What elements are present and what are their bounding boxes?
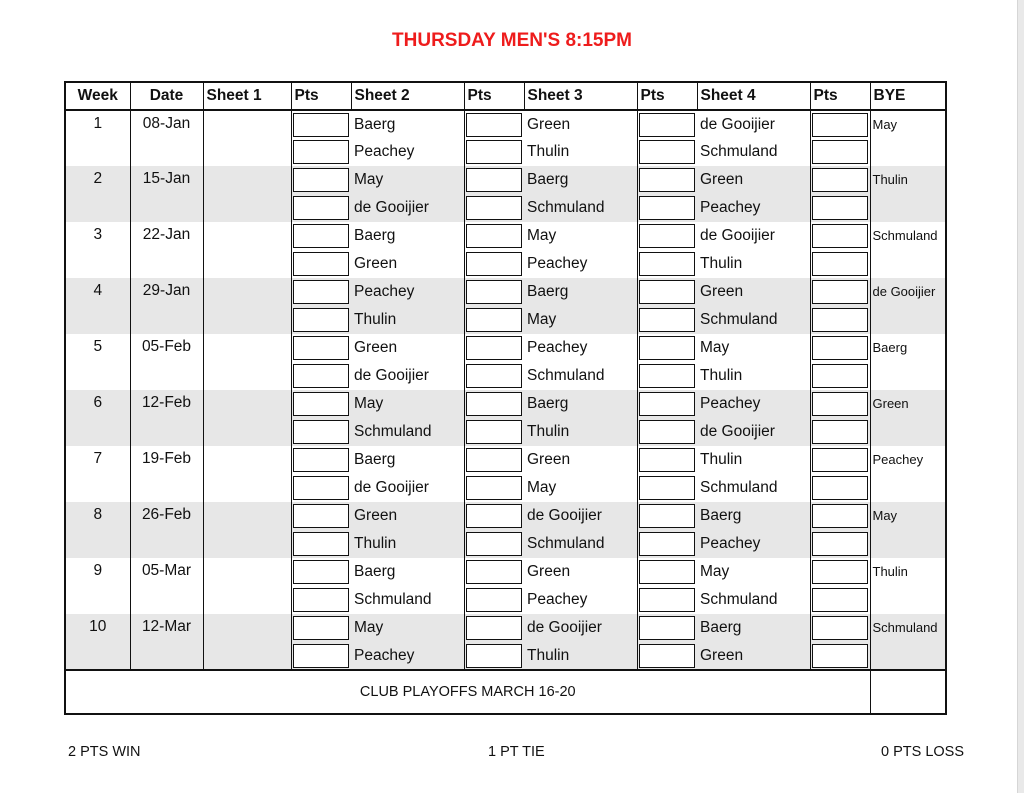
pts-cell [637,502,697,530]
sheet-3-team: Peachey [524,250,637,278]
pts-cell [464,558,524,586]
sheet-4-team: Peachey [697,390,810,418]
pts-cell [291,530,351,558]
bye-team: May [870,110,946,166]
sheet-2-team: Schmuland [351,418,464,446]
pts-cell [637,222,697,250]
pts-input-box[interactable] [639,168,696,192]
pts-cell [464,250,524,278]
sheet-1-cell [203,446,291,502]
pts-cell [810,390,870,418]
pts-cell [464,390,524,418]
sheet-4-team: Green [697,642,810,670]
pts-cell [637,166,697,194]
pts-cell [464,278,524,306]
pts-cell [810,278,870,306]
sheet-1-cell [203,222,291,278]
pts-input-box[interactable] [639,420,696,444]
sheet-2-team: Green [351,334,464,362]
pts-cell [464,614,524,642]
pts-cell [637,334,697,362]
pts-cell [291,222,351,250]
header-pts-3: Pts [637,82,697,110]
pts-input-box[interactable] [812,308,868,332]
pts-input-box[interactable] [812,280,868,304]
pts-cell [291,194,351,222]
sheet-1-cell [203,502,291,558]
pts-input-box[interactable] [466,420,523,444]
pts-input-box[interactable] [812,560,868,584]
pts-cell [810,418,870,446]
schedule-body [65,110,946,714]
pts-input-box[interactable] [812,420,868,444]
pts-input-box[interactable] [293,392,350,416]
pts-cell [810,614,870,642]
pts-cell [637,558,697,586]
pts-input-box[interactable] [293,168,350,192]
pts-cell [291,334,351,362]
pts-cell [291,362,351,390]
sheet-4-team: Thulin [697,362,810,390]
header-pts-1: Pts [291,82,351,110]
pts-input-box[interactable] [639,364,696,388]
pts-input-box[interactable] [812,168,868,192]
sheet-4-team: May [697,334,810,362]
pts-input-box[interactable] [466,588,523,612]
pts-input-box[interactable] [639,448,696,472]
pts-input-box[interactable] [466,560,523,584]
pts-cell [637,194,697,222]
pts-input-box[interactable] [639,504,696,528]
pts-cell [291,502,351,530]
sheet-2-team: Baerg [351,110,464,138]
week-number: 6 [65,390,130,446]
sheet-2-team: May [351,390,464,418]
pts-cell [637,446,697,474]
sheet-1-cell [203,558,291,614]
pts-input-box[interactable] [466,336,523,360]
pts-cell [637,530,697,558]
sheet-3-team: May [524,306,637,334]
pts-input-box[interactable] [812,504,868,528]
week-row [65,390,946,418]
pts-input-box[interactable] [812,644,868,668]
header-date: Date [130,82,203,110]
pts-cell [464,418,524,446]
page-title: THURSDAY MEN'S 8:15PM [392,30,632,51]
pts-cell [810,222,870,250]
pts-input-box[interactable] [639,616,696,640]
header-week: Week [65,82,130,110]
pts-cell [637,278,697,306]
week-date: 05-Feb [130,334,203,390]
pts-input-box[interactable] [293,252,350,276]
sheet-2-team: de Gooijier [351,474,464,502]
pts-input-box[interactable] [639,644,696,668]
pts-cell [810,558,870,586]
pts-cell [464,474,524,502]
pts-input-box[interactable] [639,224,696,248]
bye-team: de Gooijier [870,278,946,334]
sheet-2-team: May [351,614,464,642]
pts-input-box[interactable] [812,224,868,248]
pts-input-box[interactable] [293,532,350,556]
pts-cell [291,418,351,446]
sheet-3-team: Thulin [524,642,637,670]
sheet-1-cell [203,110,291,166]
header-pts-2: Pts [464,82,524,110]
pts-input-box[interactable] [639,308,696,332]
sheet-2-team: de Gooijier [351,194,464,222]
week-row [65,614,946,642]
pts-input-box[interactable] [293,308,350,332]
pts-cell [810,362,870,390]
sheet-4-team: de Gooijier [697,222,810,250]
week-number: 3 [65,222,130,278]
pts-input-box[interactable] [639,532,696,556]
sheet-2-team: Peachey [351,278,464,306]
pts-cell [637,138,697,166]
sheet-2-team: Peachey [351,642,464,670]
sheet-3-team: Peachey [524,334,637,362]
header-sheet-1: Sheet 1 [203,82,291,110]
pts-input-box[interactable] [293,113,350,137]
sheet-4-team: de Gooijier [697,110,810,138]
sheet-2-team: May [351,166,464,194]
sheet-4-team: Peachey [697,194,810,222]
pts-cell [291,586,351,614]
pts-cell [291,138,351,166]
page-edge [1017,0,1024,793]
pts-input-box[interactable] [812,616,868,640]
pts-input-box[interactable] [293,588,350,612]
week-date: 15-Jan [130,166,203,222]
pts-cell [637,250,697,278]
week-number: 5 [65,334,130,390]
header-bye: BYE [870,82,946,110]
playoffs-note: CLUB PLAYOFFS MARCH 16-20 [65,670,870,714]
sheet-3-team: Schmuland [524,530,637,558]
sheet-4-team: Thulin [697,250,810,278]
sheet-2-team: Baerg [351,222,464,250]
pts-cell [637,390,697,418]
footer-win: 2 PTS WIN [68,744,141,760]
pts-cell [464,138,524,166]
pts-input-box[interactable] [293,336,350,360]
bye-team: Schmuland [870,614,946,670]
sheet-2-team: Thulin [351,530,464,558]
footer-loss: 0 PTS LOSS [881,744,965,760]
week-date: 05-Mar [130,558,203,614]
sheet-2-team: Thulin [351,306,464,334]
sheet-4-team: Green [697,166,810,194]
week-number: 2 [65,166,130,222]
pts-input-box[interactable] [639,392,696,416]
pts-input-box[interactable] [639,476,696,500]
pts-input-box[interactable] [812,196,868,220]
sheet-3-team: Baerg [524,166,637,194]
week-date: 12-Mar [130,614,203,670]
pts-cell [291,278,351,306]
pts-cell [464,110,524,138]
pts-input-box[interactable] [466,224,523,248]
header-row [65,82,946,110]
header-sheet-4: Sheet 4 [697,82,810,110]
pts-input-box[interactable] [293,448,350,472]
pts-cell [810,530,870,558]
pts-cell [464,194,524,222]
sheet-3-team: de Gooijier [524,502,637,530]
sheet-4-team: Baerg [697,614,810,642]
pts-cell [464,306,524,334]
pts-cell [464,166,524,194]
pts-input-box[interactable] [812,364,868,388]
pts-cell [464,642,524,670]
pts-cell [810,334,870,362]
pts-cell [810,306,870,334]
pts-input-box[interactable] [812,448,868,472]
bye-team: Baerg [870,334,946,390]
header-sheet-2: Sheet 2 [351,82,464,110]
sheet-1-cell [203,390,291,446]
sheet-1-cell [203,166,291,222]
pts-cell [637,110,697,138]
pts-input-box[interactable] [639,252,696,276]
sheet-3-team: Schmuland [524,362,637,390]
sheet-3-team: Baerg [524,278,637,306]
pts-input-box[interactable] [466,308,523,332]
sheet-2-team: Schmuland [351,586,464,614]
sheet-3-team: Green [524,446,637,474]
pts-cell [464,334,524,362]
pts-cell [464,222,524,250]
pts-input-box[interactable] [812,140,868,164]
pts-input-box[interactable] [293,224,350,248]
pts-input-box[interactable] [639,336,696,360]
pts-cell [291,110,351,138]
sheet-4-team: Baerg [697,502,810,530]
pts-input-box[interactable] [639,113,696,137]
pts-cell [637,474,697,502]
bye-team: Peachey [870,446,946,502]
bye-team: Thulin [870,558,946,614]
pts-cell [291,166,351,194]
pts-input-box[interactable] [293,196,350,220]
sheet-3-team: de Gooijier [524,614,637,642]
pts-input-box[interactable] [466,196,523,220]
playoffs-bye-cell [870,670,946,714]
sheet-1-cell [203,334,291,390]
pts-input-box[interactable] [466,392,523,416]
pts-input-box[interactable] [293,140,350,164]
pts-cell [810,166,870,194]
sheet-2-team: Peachey [351,138,464,166]
week-row [65,558,946,586]
week-row [65,166,946,194]
pts-input-box[interactable] [812,392,868,416]
sheet-3-team: May [524,474,637,502]
pts-input-box[interactable] [639,560,696,584]
week-number: 7 [65,446,130,502]
week-number: 4 [65,278,130,334]
week-number: 1 [65,110,130,166]
sheet-4-team: de Gooijier [697,418,810,446]
pts-input-box[interactable] [293,420,350,444]
pts-input-box[interactable] [293,504,350,528]
sheet-3-team: Peachey [524,586,637,614]
sheet-3-team: Baerg [524,390,637,418]
pts-input-box[interactable] [466,168,523,192]
pts-cell [810,446,870,474]
week-row [65,222,946,250]
pts-input-box[interactable] [466,644,523,668]
pts-cell [291,614,351,642]
week-date: 08-Jan [130,110,203,166]
pts-input-box[interactable] [812,336,868,360]
pts-input-box[interactable] [466,140,523,164]
sheet-3-team: Green [524,110,637,138]
pts-cell [291,642,351,670]
week-date: 26-Feb [130,502,203,558]
week-date: 12-Feb [130,390,203,446]
pts-cell [291,474,351,502]
bye-team: May [870,502,946,558]
pts-cell [810,138,870,166]
pts-input-box[interactable] [293,616,350,640]
bye-team: Schmuland [870,222,946,278]
pts-input-box[interactable] [293,364,350,388]
week-row [65,446,946,474]
pts-input-box[interactable] [639,280,696,304]
pts-input-box[interactable] [466,280,523,304]
week-date: 29-Jan [130,278,203,334]
pts-input-box[interactable] [466,616,523,640]
pts-input-box[interactable] [293,644,350,668]
sheet-3-team: Schmuland [524,194,637,222]
week-row [65,334,946,362]
footer-tie: 1 PT TIE [488,744,545,760]
week-number: 9 [65,558,130,614]
sheet-4-team: Schmuland [697,474,810,502]
pts-cell [810,194,870,222]
pts-cell [464,502,524,530]
sheet-4-team: Schmuland [697,586,810,614]
pts-cell [291,250,351,278]
sheet-2-team: Baerg [351,558,464,586]
pts-input-box[interactable] [466,364,523,388]
pts-cell [464,446,524,474]
pts-input-box[interactable] [812,113,868,137]
sheet-3-team: May [524,222,637,250]
bye-team: Green [870,390,946,446]
week-row [65,502,946,530]
pts-input-box[interactable] [293,280,350,304]
pts-input-box[interactable] [812,532,868,556]
pts-cell [810,474,870,502]
pts-cell [637,586,697,614]
week-row [65,278,946,306]
pts-cell [637,642,697,670]
sheet-4-team: Thulin [697,446,810,474]
pts-cell [464,530,524,558]
week-row [65,110,946,138]
pts-cell [637,614,697,642]
playoffs-row [65,670,946,714]
week-number: 10 [65,614,130,670]
pts-cell [291,558,351,586]
pts-cell [810,502,870,530]
sheet-1-cell [203,278,291,334]
schedule-table [64,81,947,715]
sheet-3-team: Green [524,558,637,586]
pts-input-box[interactable] [639,140,696,164]
sheet-4-team: Peachey [697,530,810,558]
sheet-2-team: de Gooijier [351,362,464,390]
week-date: 22-Jan [130,222,203,278]
pts-cell [810,586,870,614]
pts-input-box[interactable] [639,588,696,612]
pts-cell [291,306,351,334]
header-pts-4: Pts [810,82,870,110]
pts-input-box[interactable] [466,252,523,276]
pts-cell [810,250,870,278]
pts-input-box[interactable] [466,113,523,137]
sheet-4-team: Schmuland [697,306,810,334]
pts-cell [637,418,697,446]
pts-cell [810,110,870,138]
pts-input-box[interactable] [466,448,523,472]
pts-cell [637,362,697,390]
sheet-4-team: Green [697,278,810,306]
sheet-2-team: Green [351,502,464,530]
pts-cell [464,586,524,614]
sheet-3-team: Thulin [524,418,637,446]
sheet-4-team: May [697,558,810,586]
sheet-4-team: Schmuland [697,138,810,166]
sheet-2-team: Baerg [351,446,464,474]
pts-input-box[interactable] [293,560,350,584]
pts-cell [810,642,870,670]
pts-cell [637,306,697,334]
week-number: 8 [65,502,130,558]
pts-cell [291,390,351,418]
sheet-1-cell [203,614,291,670]
header-sheet-3: Sheet 3 [524,82,637,110]
pts-input-box[interactable] [812,476,868,500]
pts-input-box[interactable] [639,196,696,220]
pts-cell [291,446,351,474]
pts-input-box[interactable] [812,252,868,276]
sheet-2-team: Green [351,250,464,278]
sheet-3-team: Thulin [524,138,637,166]
pts-input-box[interactable] [466,476,523,500]
bye-team: Thulin [870,166,946,222]
week-date: 19-Feb [130,446,203,502]
pts-input-box[interactable] [293,476,350,500]
pts-input-box[interactable] [466,532,523,556]
pts-input-box[interactable] [812,588,868,612]
pts-cell [464,362,524,390]
pts-input-box[interactable] [466,504,523,528]
